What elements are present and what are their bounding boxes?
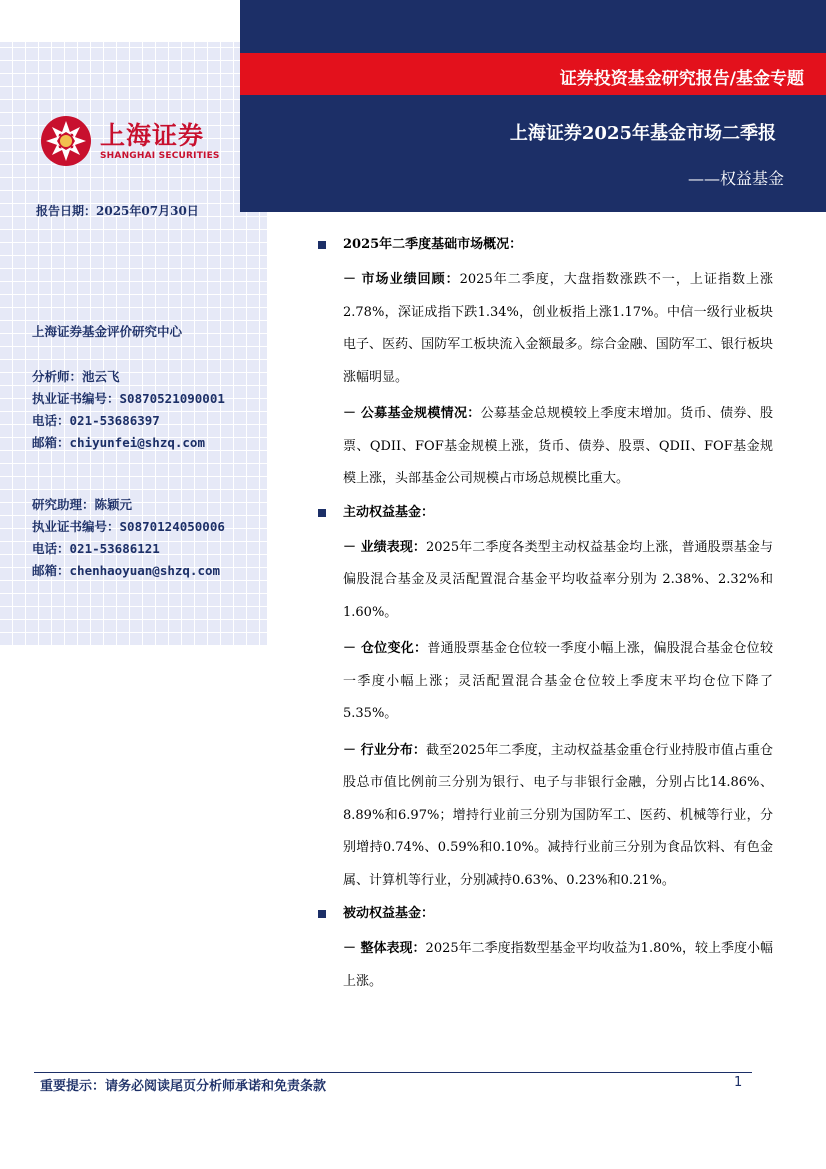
report-summary <box>318 232 773 1002</box>
square-bullet-icon <box>318 509 326 517</box>
paragraph-lead: － 行业分布： <box>343 742 427 758</box>
paragraph-lead: － 公募基金规模情况： <box>343 406 481 421</box>
analyst-email <box>32 432 225 454</box>
email-address[interactable]: chiyunfei@shzq.com <box>69 435 205 450</box>
license-number: S0870521090001 <box>119 391 225 406</box>
email-label: 邮箱： <box>32 563 70 578</box>
report-type: 证券投资基金研究报告/基金专题 <box>559 69 804 89</box>
research-center-name: 上海证券基金评价研究中心 <box>32 324 183 339</box>
analyst-license <box>32 388 225 410</box>
paragraph-lead: － 仓位变化： <box>343 641 428 656</box>
summary-paragraph <box>343 633 773 731</box>
paragraph-text: 2025年二季度，大盘指数涨跌不一，上证指数上涨2.78%，深证成指下跌1.34%，创业板指上涨1.17%。中信一级行业板块电子、医药、国防军工板块流入金额最多。综合金融、国防军工、银行板块涨幅明显。 <box>343 272 773 385</box>
report-subtitle: ——权益基金 <box>687 169 784 188</box>
section-title: 2025年二季度基础市场概况： <box>343 237 523 252</box>
section-title: 被动权益基金： <box>343 906 435 921</box>
assistant-phone <box>32 538 225 560</box>
email-address[interactable]: chenhaoyuan@shzq.com <box>69 563 221 578</box>
footer-divider <box>34 1072 752 1073</box>
paragraph-text: 公募基金总规模较上季度末增加。货币、债券、股票、QDII、FOF基金规模上涨，货币、债券、股票、QDII、FOF基金规模上涨，头部基金公司规模占市场总规模比重大。 <box>343 406 773 486</box>
paragraph-lead: － 整体表现： <box>343 941 426 956</box>
section-title: 主动权益基金： <box>343 504 435 520</box>
assistant-license <box>32 516 225 538</box>
page-number: 1 <box>734 1075 743 1090</box>
logo-name-en: SHANGHAI SECURITIES <box>100 151 220 161</box>
report-date: 报告日期：2025年07月30日 <box>36 204 199 218</box>
license-label: 执业证书编号： <box>32 391 120 406</box>
company-logo <box>40 112 230 172</box>
assistant-name: 研究助理：陈颖元 <box>32 497 133 512</box>
phone-number: 021-53686397 <box>69 413 160 428</box>
email-label: 邮箱： <box>32 435 70 450</box>
research-center <box>32 321 182 343</box>
summary-paragraph <box>343 398 773 496</box>
logo-emblem-icon <box>40 115 92 167</box>
square-bullet-icon <box>318 241 326 249</box>
assistant-contact <box>32 494 225 582</box>
paragraph-text: 截至2025年二季度，主动权益基金重仓行业持股市值占重仓股总市值比例前三分别为银行、电子与非银行金融，分别占比14.86%、8.89%和6.97%；增持行业前三分别为国防军工、医药、机械等行业，分别增持0.74%、0.59%和0.10%。减持行业前三分别为食品饮料、有色金属、计算机等行业，分别减持0.63%、0.23%和0.21%。 <box>343 742 773 888</box>
analyst-contact <box>32 366 225 454</box>
phone-number: 021-53686121 <box>69 541 160 556</box>
logo-name-cn: 上海证券 <box>100 121 205 150</box>
paragraph-lead: － 业绩表现： <box>343 539 427 555</box>
paragraph-text: 普通股票基金仓位较一季度小幅上涨，偏股混合基金仓位较一季度小幅上涨；灵活配置混合基金仓位较上季度末平均仓位下降了5.35%。 <box>343 641 773 721</box>
analyst-phone <box>32 410 225 432</box>
disclaimer-note: 重要提示：请务必阅读尾页分析师承诺和免责条款 <box>40 1079 327 1094</box>
summary-paragraph <box>343 532 773 630</box>
summary-paragraph <box>343 735 773 898</box>
phone-label: 电话： <box>32 413 70 428</box>
analyst-name: 分析师：池云飞 <box>32 369 120 384</box>
paragraph-text: 2025年二季度各类型主动权益基金均上涨，普通股票基金与偏股混合基金及灵活配置混合基金平均收益率分别为 2.38%、2.32%和1.60%。 <box>343 539 773 620</box>
license-number: S0870124050006 <box>119 519 225 534</box>
report-title: 上海证券2025年基金市场二季报 <box>509 123 776 144</box>
section-heading <box>318 901 773 927</box>
square-bullet-icon <box>318 910 326 918</box>
section-heading <box>318 232 773 258</box>
assistant-email <box>32 560 225 582</box>
section-heading <box>318 500 773 526</box>
paragraph-text: 2025年二季度指数型基金平均收益为1.80%，较上季度小幅上涨。 <box>343 941 773 989</box>
license-label: 执业证书编号： <box>32 519 120 534</box>
phone-label: 电话： <box>32 541 70 556</box>
summary-paragraph <box>343 933 773 998</box>
paragraph-lead: － 市场业绩回顾： <box>343 272 460 287</box>
summary-paragraph <box>343 264 773 394</box>
